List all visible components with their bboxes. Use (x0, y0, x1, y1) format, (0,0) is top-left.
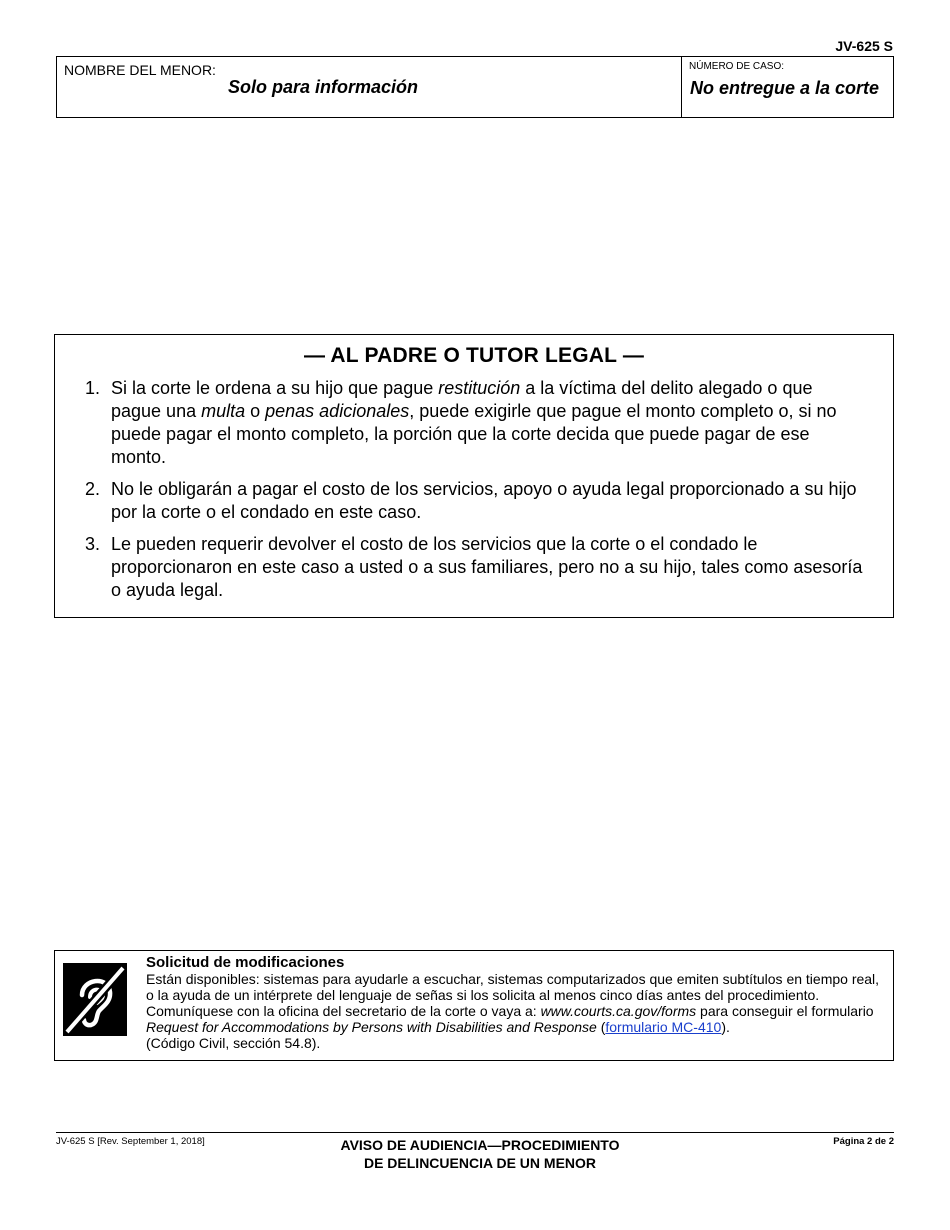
item-number: 1. (85, 378, 101, 398)
case-number-value: No entregue a la corte (690, 78, 880, 98)
case-number-field (682, 57, 893, 117)
accommodations-text (146, 955, 886, 1051)
courts-url: www.courts.ca.gov/forms (540, 1003, 697, 1019)
minor-name-label: NOMBRE DEL MENOR: (64, 62, 216, 78)
item-number: 3. (85, 534, 101, 554)
list-item (85, 478, 865, 524)
notice-list (85, 377, 865, 611)
mc-410-link[interactable]: formulario MC-410 (605, 1019, 722, 1035)
list-item (85, 533, 865, 602)
hearing-impaired-icon (63, 963, 127, 1036)
page-number: Página 2 de 2 (833, 1136, 894, 1147)
minor-name-value: Solo para información (228, 77, 419, 97)
form-id: JV-625 S (835, 38, 893, 54)
footer-divider (56, 1132, 894, 1133)
revision-date: JV-625 S [Rev. September 1, 2018] (56, 1136, 205, 1147)
accommodations-box (54, 950, 894, 1061)
item-text: Le pueden requerir devolver el costo de los servicios que la corte o el condado le proporcionaron en este caso a usted o a sus familiares, pero no a su hijo, tales como asesoría o ayuda legal. (111, 534, 863, 600)
section-title: — AL PADRE O TUTOR LEGAL — (303, 344, 645, 367)
list-item (85, 377, 865, 469)
item-text: Si la corte le ordena a su hijo que pague restitución a la víctima del delito alegado o que pague una multa o penas adicionales, puede exigirle que pague el monto completo o, si no puede pagar el monto completo, la porción que la corte decida que puede pagar de ese monto. (111, 378, 837, 467)
parent-guardian-section (54, 334, 894, 618)
accommodations-body: Están disponibles: sistemas para ayudarle a escuchar, sistemas computarizados que emiten subtítulos en tiempo real, o la ayuda de un intérprete del lenguaje de señas si los solicita al menos cinco días antes del procedimiento. Comuníquese con la oficina del secretario de la corte o vaya a: www.courts.ca.gov/forms para conseguir el formulario Request for Accommodations by Persons with Disabilities and Response (formulario MC-410). (Código Civil, sección 54.8). (146, 971, 880, 1051)
case-header (56, 56, 894, 118)
item-text: No le obligarán a pagar el costo de los servicios, apoyo o ayuda legal proporcionado a su hijo por la corte o el condado en este caso. (111, 479, 857, 522)
form-title: AVISO DE AUDIENCIA—PROCEDIMIENTO DE DELINCUENCIA DE UN MENOR (340, 1137, 620, 1171)
minor-name-field (57, 57, 682, 117)
case-number-label: NÚMERO DE CASO: (689, 61, 785, 72)
item-number: 2. (85, 479, 101, 499)
accommodations-title: Solicitud de modificaciones (146, 954, 345, 971)
